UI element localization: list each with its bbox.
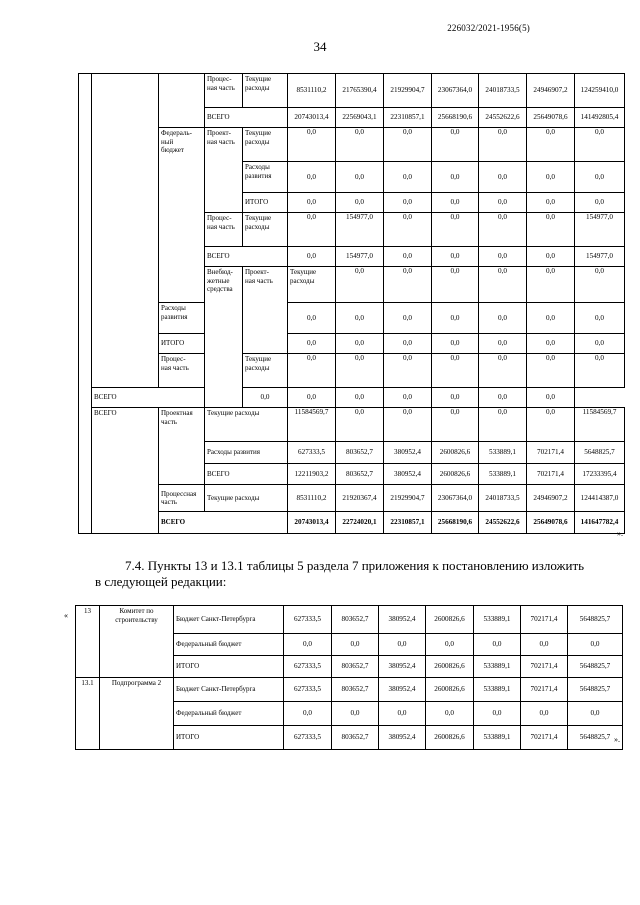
value-cell: 17233395,4	[575, 464, 625, 485]
value-cell: 702171,4	[521, 678, 568, 702]
value-cell: 23067364,0	[432, 74, 479, 108]
value-cell: 803652,7	[332, 656, 379, 678]
document-id: 226032/2021-1956(5)	[447, 23, 530, 33]
value-cell: 0,0	[288, 162, 336, 193]
table-row	[76, 606, 623, 634]
page-number: 34	[313, 39, 327, 54]
value-cell: 0,0	[243, 388, 288, 408]
value-cell: 0,0	[288, 193, 336, 213]
value-cell: 24552622,6	[479, 512, 527, 534]
value-cell: 380952,4	[379, 606, 426, 634]
value-cell: 0,0	[432, 162, 479, 193]
row-label: Проект- ная часть	[243, 267, 288, 354]
value-cell: 11584569,7	[575, 408, 625, 442]
value-cell: 24018733,5	[479, 74, 527, 108]
value-cell: 154977,0	[575, 247, 625, 267]
value-cell: 0,0	[384, 162, 432, 193]
source-label: ИТОГО	[174, 656, 284, 678]
value-cell: 0,0	[479, 303, 527, 334]
value-cell: 0,0	[336, 128, 384, 162]
closing-quote: ».	[614, 735, 620, 744]
value-cell: 0,0	[479, 334, 527, 354]
value-cell: 21929904,7	[384, 74, 432, 108]
row-label: Процес- ная часть	[159, 354, 205, 388]
value-cell: 141492805,4	[575, 108, 625, 128]
value-cell: 380952,4	[379, 678, 426, 702]
value-cell: 25668190,6	[432, 108, 479, 128]
value-cell: 2600826,6	[432, 442, 479, 464]
value-cell: 5648825,7	[568, 606, 623, 634]
value-cell: 25649078,6	[527, 108, 575, 128]
value-cell: 0,0	[575, 303, 625, 334]
row-label: ВСЕГО	[205, 247, 288, 267]
value-cell: 533889,1	[474, 656, 521, 678]
value-cell: 0,0	[527, 247, 575, 267]
value-cell: 0,0	[527, 213, 575, 247]
value-cell: 0,0	[384, 128, 432, 162]
source-label: ИТОГО	[174, 726, 284, 750]
value-cell: 0,0	[384, 193, 432, 213]
row-label: Текущие расходы	[288, 267, 336, 303]
row-label: Текущие расходы	[243, 213, 288, 247]
table5-items-13	[75, 605, 623, 750]
value-cell: 0,0	[575, 334, 625, 354]
value-cell: 702171,4	[521, 606, 568, 634]
row-label: Текущие расходы	[243, 74, 288, 108]
value-cell: 627333,5	[284, 678, 332, 702]
value-cell: 0,0	[336, 267, 384, 303]
value-cell: 0,0	[384, 247, 432, 267]
value-cell: 803652,7	[332, 678, 379, 702]
value-cell: 24946907,2	[527, 74, 575, 108]
value-cell: 124259410,0	[575, 74, 625, 108]
value-cell: 0,0	[432, 334, 479, 354]
value-cell: 0,0	[479, 267, 527, 303]
value-cell: 0,0	[288, 128, 336, 162]
value-cell: 380952,4	[379, 726, 426, 750]
value-cell: 25668190,6	[432, 512, 479, 534]
value-cell: 124414387,0	[575, 485, 625, 512]
value-cell: 533889,1	[474, 606, 521, 634]
blank-cell	[159, 74, 205, 128]
value-cell: 141647782,4	[575, 512, 625, 534]
value-cell: 0,0	[479, 247, 527, 267]
value-cell: 8531110,2	[288, 74, 336, 108]
value-cell: 0,0	[575, 162, 625, 193]
table-row	[79, 354, 625, 388]
value-cell: 0,0	[288, 388, 336, 408]
item-name: Подпрограмма 2	[100, 678, 174, 750]
value-cell: 0,0	[432, 193, 479, 213]
table-row	[79, 74, 625, 108]
value-cell: 702171,4	[521, 656, 568, 678]
value-cell: 2600826,6	[426, 726, 474, 750]
value-cell: 0,0	[432, 213, 479, 247]
value-cell: 0,0	[474, 634, 521, 656]
value-cell: 0,0	[527, 408, 575, 442]
item-number: 13	[76, 606, 100, 678]
table-row	[76, 678, 623, 702]
value-cell: 5648825,7	[575, 442, 625, 464]
value-cell: 24018733,5	[479, 485, 527, 512]
value-cell: 627333,5	[284, 656, 332, 678]
table-row	[79, 485, 625, 512]
value-cell: 533889,1	[479, 464, 527, 485]
value-cell: 5648825,7	[568, 678, 623, 702]
value-cell: 803652,7	[336, 442, 384, 464]
value-cell: 0,0	[284, 634, 332, 656]
amendment-paragraph	[95, 558, 615, 590]
value-cell: 0,0	[432, 267, 479, 303]
value-cell: 154977,0	[575, 213, 625, 247]
value-cell: 21765390,4	[336, 74, 384, 108]
value-cell: 533889,1	[479, 442, 527, 464]
value-cell: 24946907,2	[527, 485, 575, 512]
value-cell: 0,0	[521, 634, 568, 656]
value-cell: 154977,0	[336, 247, 384, 267]
value-cell: 0,0	[527, 334, 575, 354]
value-cell: 0,0	[288, 334, 336, 354]
value-cell: 25649078,6	[527, 512, 575, 534]
value-cell: 0,0	[379, 702, 426, 726]
value-cell: 24552622,6	[479, 108, 527, 128]
row-label: Внебюд- жетные средства	[205, 267, 243, 408]
value-cell: 0,0	[432, 247, 479, 267]
value-cell: 702171,4	[527, 442, 575, 464]
value-cell: 0,0	[336, 334, 384, 354]
value-cell: 22724020,1	[336, 512, 384, 534]
value-cell: 803652,7	[332, 726, 379, 750]
row-label: Текущие расходы	[243, 354, 288, 388]
value-cell: 0,0	[474, 702, 521, 726]
value-cell: 0,0	[479, 354, 527, 388]
value-cell: 533889,1	[474, 678, 521, 702]
value-cell: 0,0	[384, 334, 432, 354]
value-cell: 0,0	[336, 162, 384, 193]
value-cell: 0,0	[521, 702, 568, 726]
value-cell: 154977,0	[336, 213, 384, 247]
row-label: Процессная часть	[159, 485, 205, 512]
value-cell: 0,0	[479, 193, 527, 213]
row-label: Процес- ная часть	[205, 74, 243, 108]
value-cell: 0,0	[527, 388, 575, 408]
value-cell: 2600826,6	[426, 656, 474, 678]
value-cell: 0,0	[426, 702, 474, 726]
value-cell: 22569043,1	[336, 108, 384, 128]
value-cell: 380952,4	[379, 656, 426, 678]
value-cell: 0,0	[432, 354, 479, 388]
value-cell: 23067364,0	[432, 485, 479, 512]
value-cell: 0,0	[479, 213, 527, 247]
value-cell: 2600826,6	[426, 606, 474, 634]
value-cell: 0,0	[288, 213, 336, 247]
value-cell: 0,0	[336, 303, 384, 334]
opening-quote: «	[64, 611, 68, 620]
value-cell: 0,0	[384, 213, 432, 247]
value-cell: 0,0	[384, 388, 432, 408]
value-cell: 2600826,6	[432, 464, 479, 485]
value-cell: 0,0	[527, 193, 575, 213]
value-cell: 0,0	[384, 354, 432, 388]
value-cell: 11584569,7	[288, 408, 336, 442]
value-cell: 0,0	[384, 267, 432, 303]
value-cell: 380952,4	[384, 464, 432, 485]
table-row	[79, 388, 625, 408]
row-label: ВСЕГО	[205, 108, 288, 128]
value-cell: 5648825,7	[568, 656, 623, 678]
value-cell: 0,0	[527, 267, 575, 303]
table-row	[79, 408, 625, 442]
value-cell: 702171,4	[527, 464, 575, 485]
paragraph-line: в следующей редакции:	[95, 574, 227, 589]
value-cell: 0,0	[568, 702, 623, 726]
value-cell: 20743013,4	[288, 108, 336, 128]
value-cell: 0,0	[336, 388, 384, 408]
value-cell: 0,0	[575, 128, 625, 162]
source-label: Федеральный бюджет	[174, 634, 284, 656]
value-cell: 0,0	[527, 128, 575, 162]
value-cell: 21929904,7	[384, 485, 432, 512]
value-cell: 0,0	[568, 634, 623, 656]
value-cell: 0,0	[527, 354, 575, 388]
value-cell: 0,0	[432, 303, 479, 334]
row-label: Текущие расходы	[205, 485, 288, 512]
row-label: ВСЕГО	[159, 512, 288, 534]
row-label: Расходы развития	[243, 162, 288, 193]
value-cell: 0,0	[432, 388, 479, 408]
value-cell: 0,0	[336, 354, 384, 388]
row-label: Проектная часть	[159, 408, 205, 485]
table-row	[79, 128, 625, 162]
value-cell: 0,0	[527, 303, 575, 334]
value-cell: 0,0	[426, 634, 474, 656]
table-row	[79, 303, 625, 334]
table-row	[79, 512, 625, 534]
row-label: Расходы развития	[159, 303, 205, 334]
value-cell: 0,0	[479, 388, 527, 408]
paragraph-line: 7.4. Пункты 13 и 13.1 таблицы 5 раздела 7 приложения к постановлению изложить	[125, 558, 585, 573]
value-cell: 2600826,6	[426, 678, 474, 702]
value-cell: 0,0	[575, 354, 625, 388]
value-cell: 0,0	[479, 408, 527, 442]
row-label: Процес- ная часть	[205, 213, 243, 247]
value-cell: 0,0	[479, 128, 527, 162]
value-cell: 0,0	[379, 634, 426, 656]
row-label: Расходы развития	[205, 442, 288, 464]
row-label: Текущие расходы	[243, 128, 288, 162]
value-cell: 0,0	[432, 128, 479, 162]
row-label: ВСЕГО	[205, 464, 288, 485]
value-cell: 0,0	[384, 303, 432, 334]
value-cell: 0,0	[332, 634, 379, 656]
source-label: Федеральный бюджет	[174, 702, 284, 726]
value-cell: 0,0	[432, 408, 479, 442]
table-row	[79, 334, 625, 354]
closing-quote: ».	[617, 529, 623, 538]
row-label: Федераль- ный бюджет	[159, 128, 205, 303]
source-label: Бюджет Санкт-Петербурга	[174, 678, 284, 702]
value-cell: 627333,5	[284, 726, 332, 750]
value-cell: 12211903,2	[288, 464, 336, 485]
row-label: Текущие расходы	[205, 408, 288, 442]
value-cell: 0,0	[336, 408, 384, 442]
value-cell: 0,0	[384, 408, 432, 442]
value-cell: 0,0	[336, 193, 384, 213]
item-name: Комитет по строительству	[100, 606, 174, 678]
value-cell: 533889,1	[474, 726, 521, 750]
value-cell: 627333,5	[284, 606, 332, 634]
value-cell: 5648825,7	[568, 726, 623, 750]
value-cell: 803652,7	[336, 464, 384, 485]
row-label: ВСЕГО	[92, 388, 205, 408]
row-label: ИТОГО	[243, 193, 288, 213]
item-number: 13.1	[76, 678, 100, 750]
value-cell: 0,0	[527, 162, 575, 193]
value-cell: 380952,4	[384, 442, 432, 464]
value-cell: 8531110,2	[288, 485, 336, 512]
value-cell: 0,0	[288, 354, 336, 388]
blank-cell	[92, 74, 159, 388]
row-label: ВСЕГО	[92, 408, 159, 534]
value-cell: 22310857,1	[384, 512, 432, 534]
row-label: Проект- ная часть	[205, 128, 243, 213]
source-label: Бюджет Санкт-Петербурга	[174, 606, 284, 634]
value-cell: 0,0	[288, 247, 336, 267]
value-cell: 803652,7	[332, 606, 379, 634]
budget-table-continuation	[78, 73, 625, 534]
value-cell: 0,0	[575, 193, 625, 213]
blank-cell	[79, 74, 92, 534]
value-cell: 0,0	[332, 702, 379, 726]
value-cell: 0,0	[479, 162, 527, 193]
value-cell: 702171,4	[521, 726, 568, 750]
value-cell: 627333,5	[288, 442, 336, 464]
row-label: ИТОГО	[159, 334, 205, 354]
value-cell: 22310857,1	[384, 108, 432, 128]
value-cell: 0,0	[575, 267, 625, 303]
value-cell: 0,0	[284, 702, 332, 726]
value-cell: 20743013,4	[288, 512, 336, 534]
value-cell: 21920367,4	[336, 485, 384, 512]
value-cell: 0,0	[288, 303, 336, 334]
